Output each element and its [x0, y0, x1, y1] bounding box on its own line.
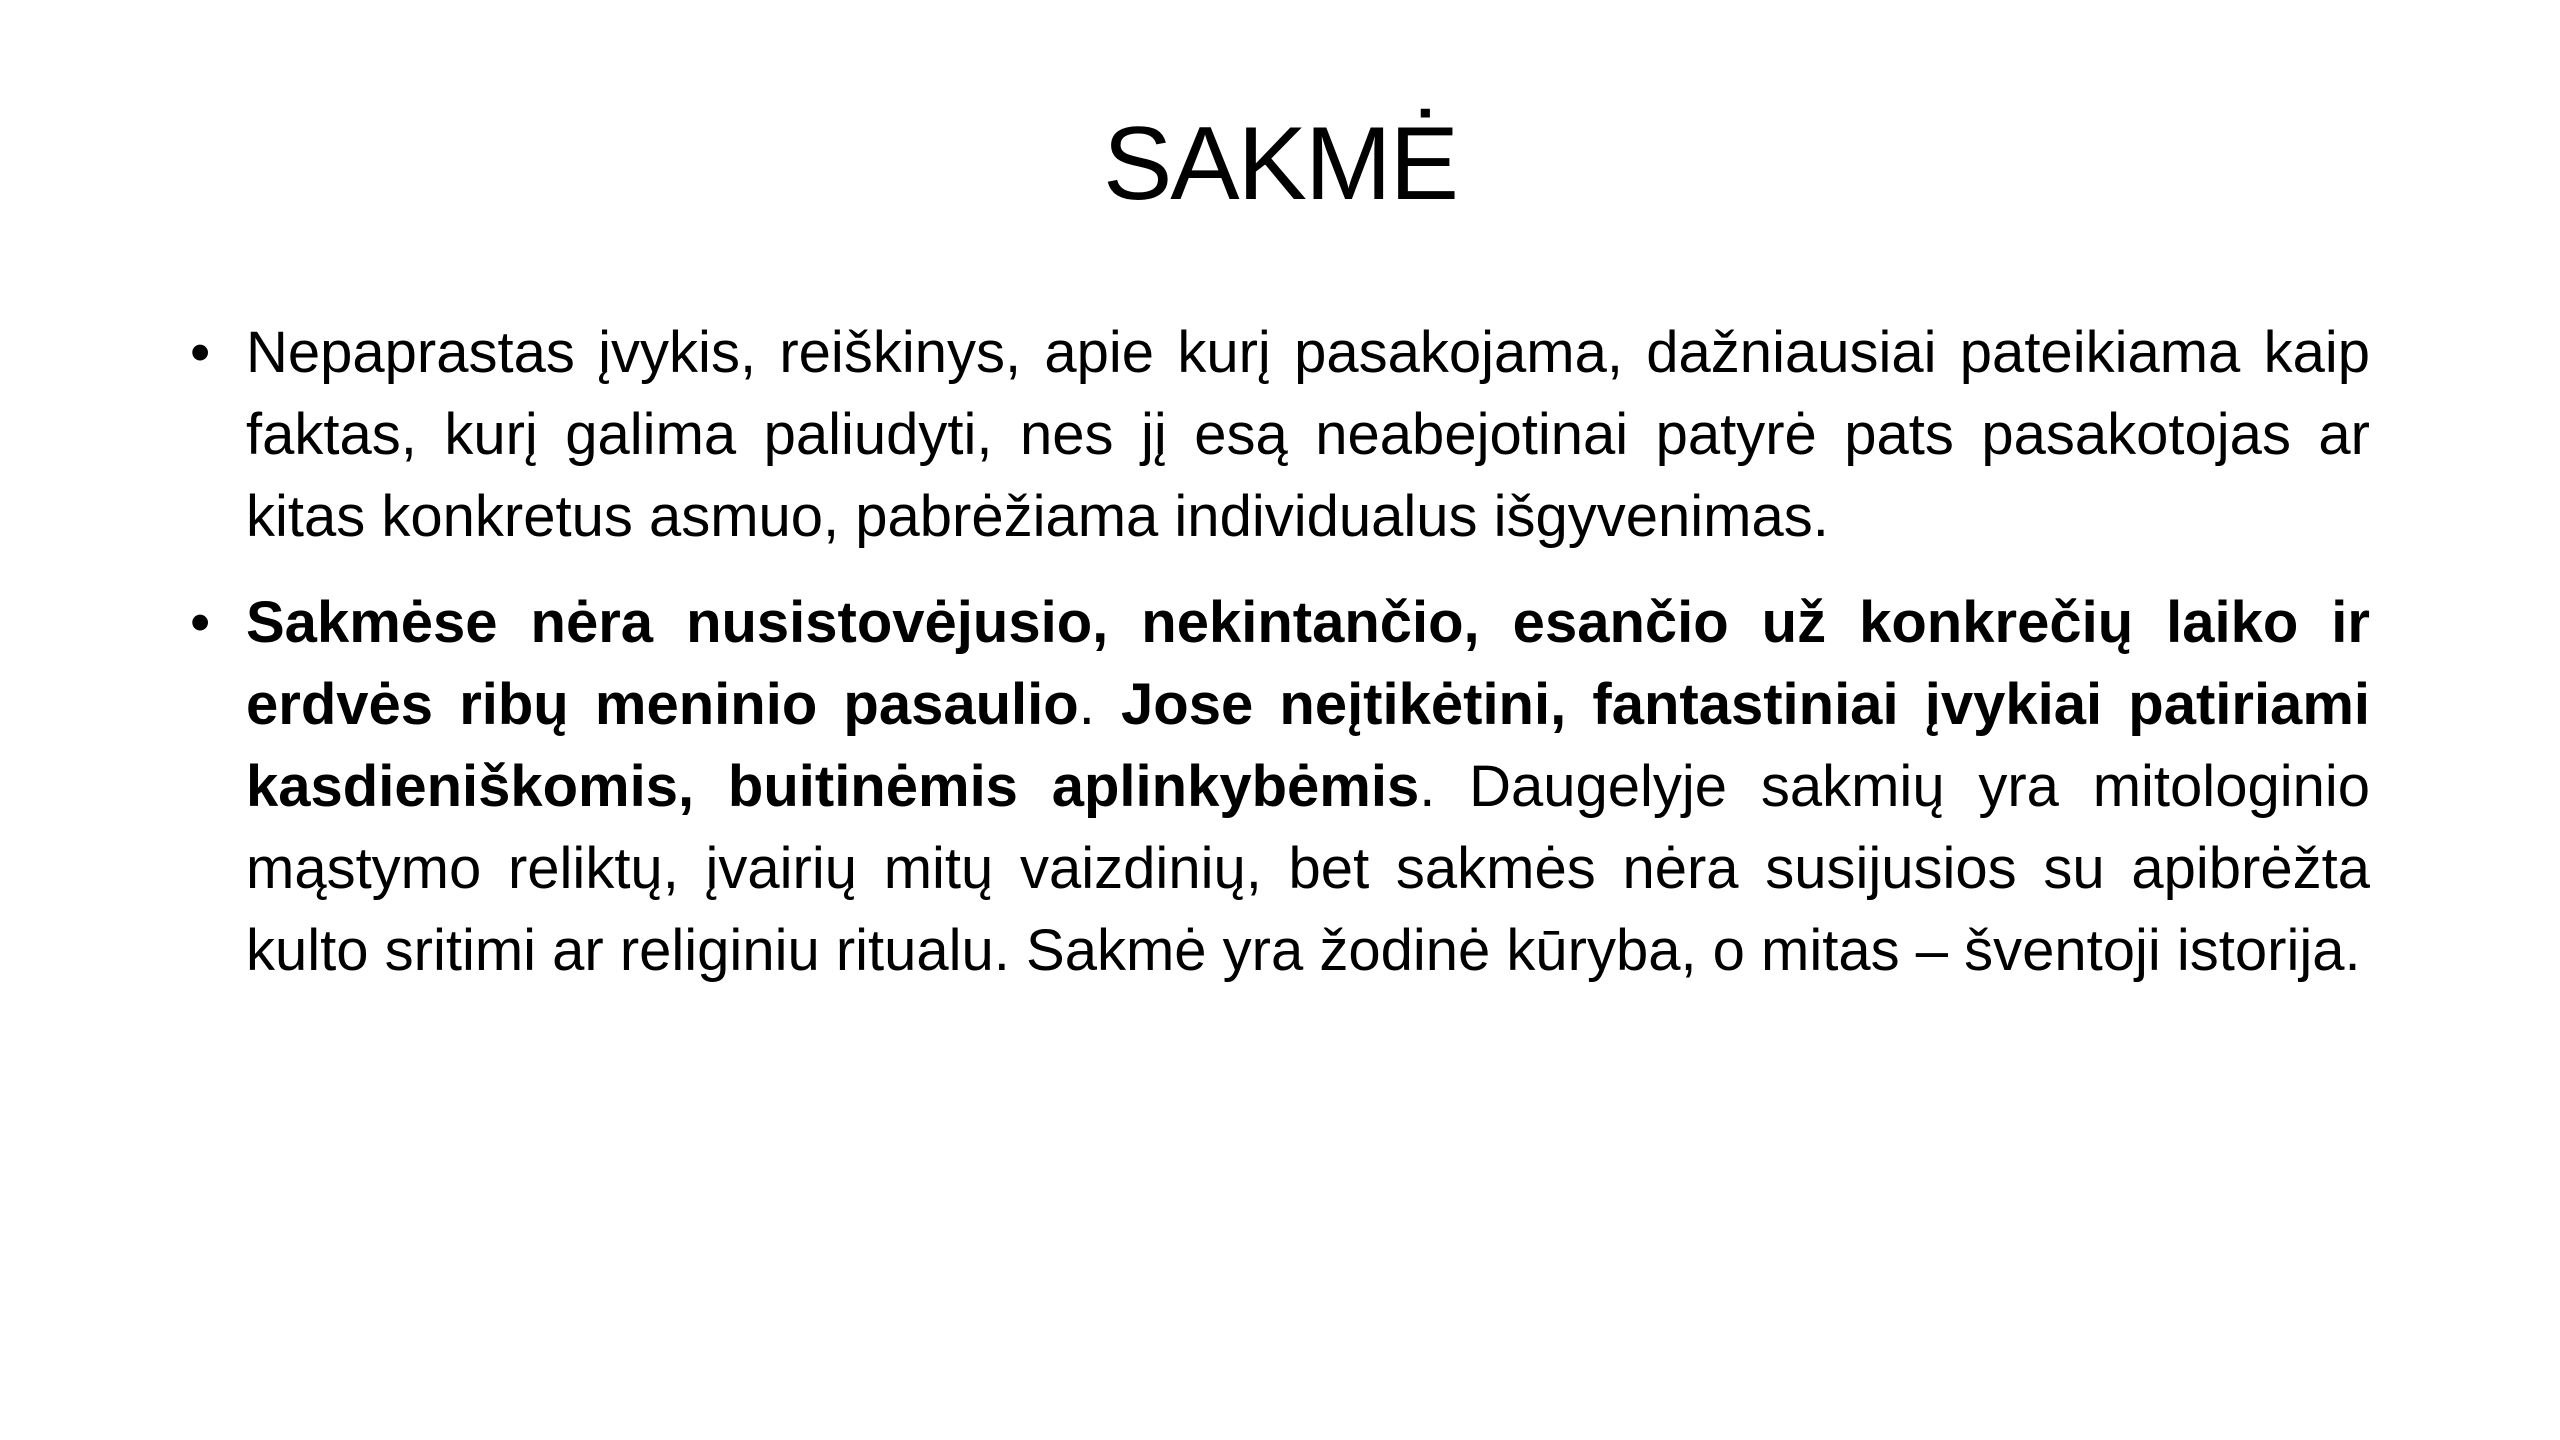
bullet-item-1	[190, 312, 2370, 558]
bullet-dot: •	[190, 320, 211, 385]
bullet-text-segment: .	[1078, 672, 1122, 737]
bold-text-segment: Sakmėse nėra nusistovėjusio, nekintančio, esančio už konkrečių laiko ir erdvės ribų meninio pasaulio	[246, 590, 2370, 737]
bullet-text	[246, 590, 2370, 983]
bullet-text-segment: . Daugelyje sakmių yra mitologinio mąstymo reliktų, įvairių mitų vaizdinių, bet sakmės nėra susijusios su apibrėžta kulto sritimi ar religiniu ritualu. Sakmė yra žodinė kūryba, o mitas – šventoji istorija.	[246, 754, 2370, 983]
slide-title: SAKMĖ	[1102, 106, 1458, 222]
bold-text-segment: Jose neįtikėtini, fantastiniai įvykiai patiriami kasdieniškomis, buitinėmis aplinkybėmis	[246, 672, 2371, 819]
bullet-text-segment: Nepaprastas įvykis, reiškinys, apie kurį pasakojama, dažniausiai pateikiama kaip faktas, kurį galima paliudyti, nes jį esą neabejotinai patyrė pats pasakotojas ar kitas konkretus asmuo, pabrėžiama individualus išgyvenimas.	[246, 320, 2370, 549]
bullet-list	[190, 312, 2370, 1016]
bullet-text	[246, 320, 2370, 549]
bullet-item-2	[190, 582, 2370, 992]
bullet-dot: •	[190, 590, 211, 655]
